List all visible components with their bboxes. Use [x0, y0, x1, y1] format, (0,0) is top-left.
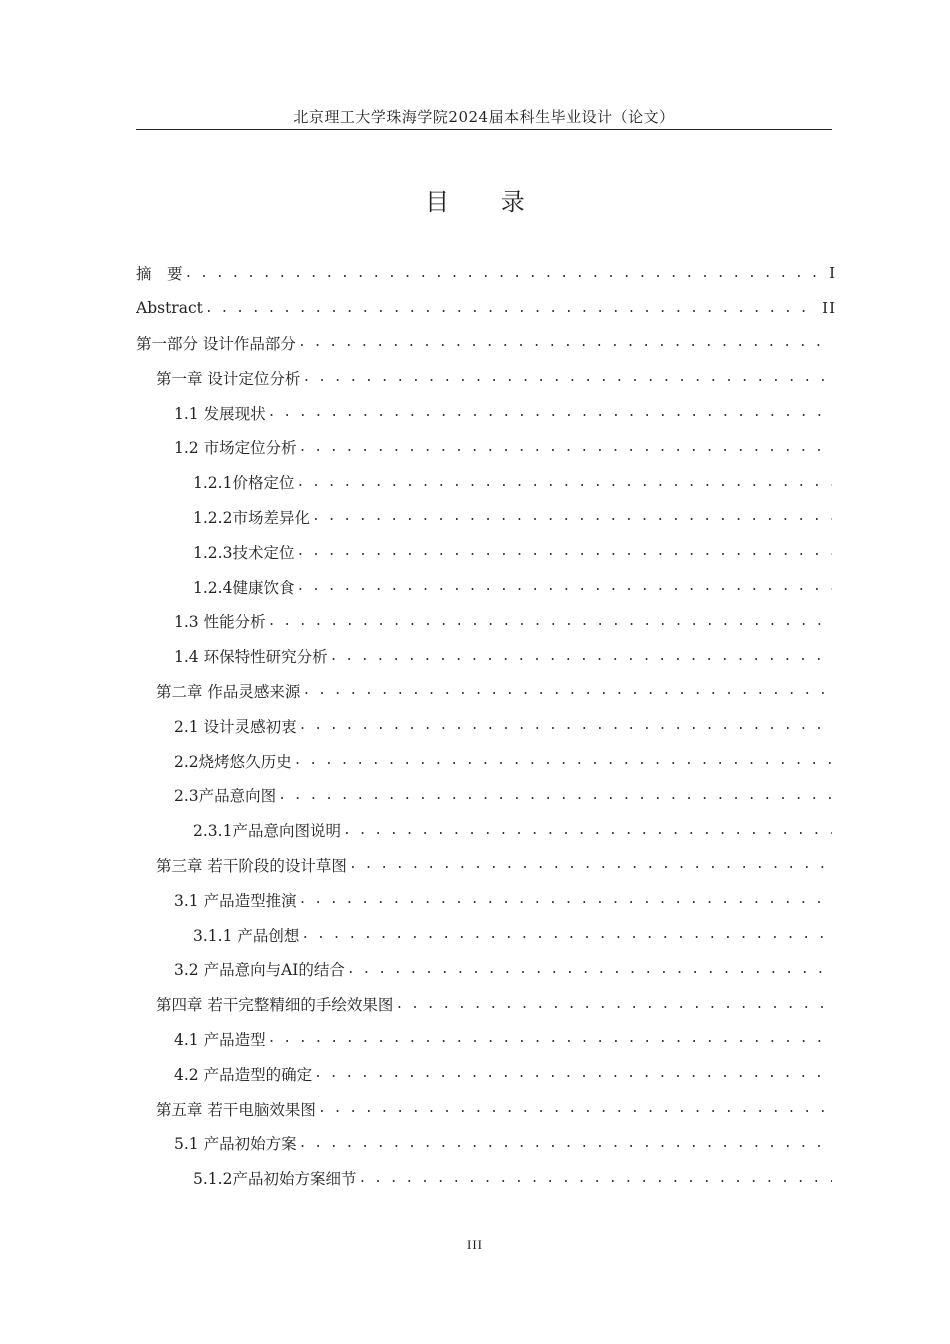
toc-leader-dots	[294, 753, 832, 768]
toc-entry[interactable]	[136, 1022, 836, 1057]
toc-entry[interactable]	[136, 1056, 836, 1091]
toc-leader-dots	[312, 509, 832, 524]
toc-entry-label: 1.2.2市场差异化	[193, 508, 310, 527]
toc-leader-dots	[395, 997, 832, 1012]
toc-entry-page: I	[829, 264, 836, 283]
toc-entry-label: 第二章 作品灵感来源	[156, 682, 301, 701]
toc-entry-label: 第四章 若干完整精细的手绘效果图	[156, 996, 394, 1015]
toc-entry-label: 1.1 发展现状	[174, 404, 266, 423]
header-rule	[136, 129, 832, 130]
toc-leader-dots	[296, 579, 832, 594]
toc-entry-label: 2.2烧烤悠久历史	[174, 752, 292, 771]
toc-entry-label: 摘 要	[136, 265, 183, 284]
toc-entry[interactable]	[136, 465, 836, 500]
toc-entry-label: 4.1 产品造型	[174, 1030, 266, 1049]
table-of-contents	[136, 256, 836, 1196]
page-number: III	[467, 1237, 483, 1252]
toc-entry-label: 3.1.1 产品创想	[193, 926, 300, 945]
toc-entry-label: 1.2.1价格定位	[193, 474, 295, 493]
toc-entry[interactable]	[136, 326, 836, 361]
toc-entry-label: 第一章 设计定位分析	[156, 369, 301, 388]
toc-entry[interactable]	[136, 882, 836, 917]
toc-entry[interactable]	[136, 813, 836, 848]
toc-entry-label: 第三章 若干阶段的设计草图	[156, 856, 347, 875]
toc-leader-dots	[185, 266, 826, 281]
toc-entry[interactable]	[136, 778, 836, 813]
toc-leader-dots	[268, 405, 832, 420]
toc-leader-dots	[299, 440, 832, 455]
toc-leader-dots	[298, 335, 832, 350]
toc-entry[interactable]	[136, 708, 836, 743]
toc-entry[interactable]	[136, 395, 836, 430]
toc-leader-dots	[330, 649, 832, 664]
toc-entry-label: 1.3 性能分析	[174, 613, 266, 632]
toc-entry-label: 第五章 若干电脑效果图	[156, 1100, 316, 1119]
toc-leader-dots	[343, 823, 832, 838]
toc-leader-dots	[299, 1136, 832, 1151]
toc-entry-label: Abstract	[136, 299, 203, 318]
toc-entry-label: 2.3.1产品意向图说明	[193, 822, 341, 841]
toc-entry-label: 5.1 产品初始方案	[174, 1135, 297, 1154]
toc-leader-dots	[301, 927, 832, 942]
toc-leader-dots	[358, 1171, 832, 1186]
toc-leader-dots	[278, 788, 832, 803]
toc-leader-dots	[314, 1066, 832, 1081]
toc-leader-dots	[299, 718, 832, 733]
toc-entry[interactable]	[136, 604, 836, 639]
toc-leader-dots	[302, 683, 832, 698]
toc-entry[interactable]	[136, 1161, 836, 1196]
toc-leader-dots	[318, 1101, 832, 1116]
toc-leader-dots	[302, 370, 832, 385]
toc-leader-dots	[296, 475, 832, 490]
toc-entry-page: II	[822, 299, 836, 318]
toc-entry[interactable]	[136, 430, 836, 465]
toc-entry-label: 1.4 环保特性研究分析	[174, 648, 328, 667]
toc-entry[interactable]	[136, 360, 836, 395]
toc-leader-dots	[268, 614, 832, 629]
toc-entry[interactable]	[136, 674, 836, 709]
toc-entry[interactable]	[136, 256, 836, 291]
toc-entry-label: 5.1.2产品初始方案细节	[193, 1170, 357, 1189]
toc-entry[interactable]	[136, 500, 836, 535]
toc-entry[interactable]	[136, 917, 836, 952]
toc-entry[interactable]	[136, 534, 836, 569]
toc-entry[interactable]	[136, 291, 836, 326]
toc-leader-dots	[347, 962, 832, 977]
toc-entry[interactable]	[136, 987, 836, 1022]
toc-entry[interactable]	[136, 952, 836, 987]
toc-entry-label: 2.3产品意向图	[174, 787, 277, 806]
toc-entry[interactable]	[136, 848, 836, 883]
toc-title: 目 录	[425, 188, 547, 216]
toc-leader-dots	[349, 857, 832, 872]
toc-entry-label: 3.2 产品意向与AI的结合	[174, 961, 345, 980]
toc-entry-label: 1.2.4健康饮食	[193, 578, 295, 597]
toc-entry[interactable]	[136, 1091, 836, 1126]
toc-entry-label: 2.1 设计灵感初衷	[174, 717, 297, 736]
toc-leader-dots	[299, 892, 832, 907]
toc-leader-dots	[268, 1031, 832, 1046]
toc-entry[interactable]	[136, 1126, 836, 1161]
toc-entry[interactable]	[136, 639, 836, 674]
toc-leader-dots	[205, 301, 818, 316]
toc-entry-label: 第一部分 设计作品部分	[136, 334, 296, 353]
toc-leader-dots	[296, 544, 832, 559]
toc-entry-label: 3.1 产品造型推演	[174, 891, 297, 910]
toc-entry[interactable]	[136, 569, 836, 604]
toc-entry[interactable]	[136, 743, 836, 778]
toc-entry-label: 1.2.3技术定位	[193, 543, 295, 562]
toc-entry-label: 1.2 市场定位分析	[174, 439, 297, 458]
toc-entry-label: 4.2 产品造型的确定	[174, 1065, 313, 1084]
page-header: 北京理工大学珠海学院2024届本科生毕业设计（论文）	[293, 108, 675, 126]
